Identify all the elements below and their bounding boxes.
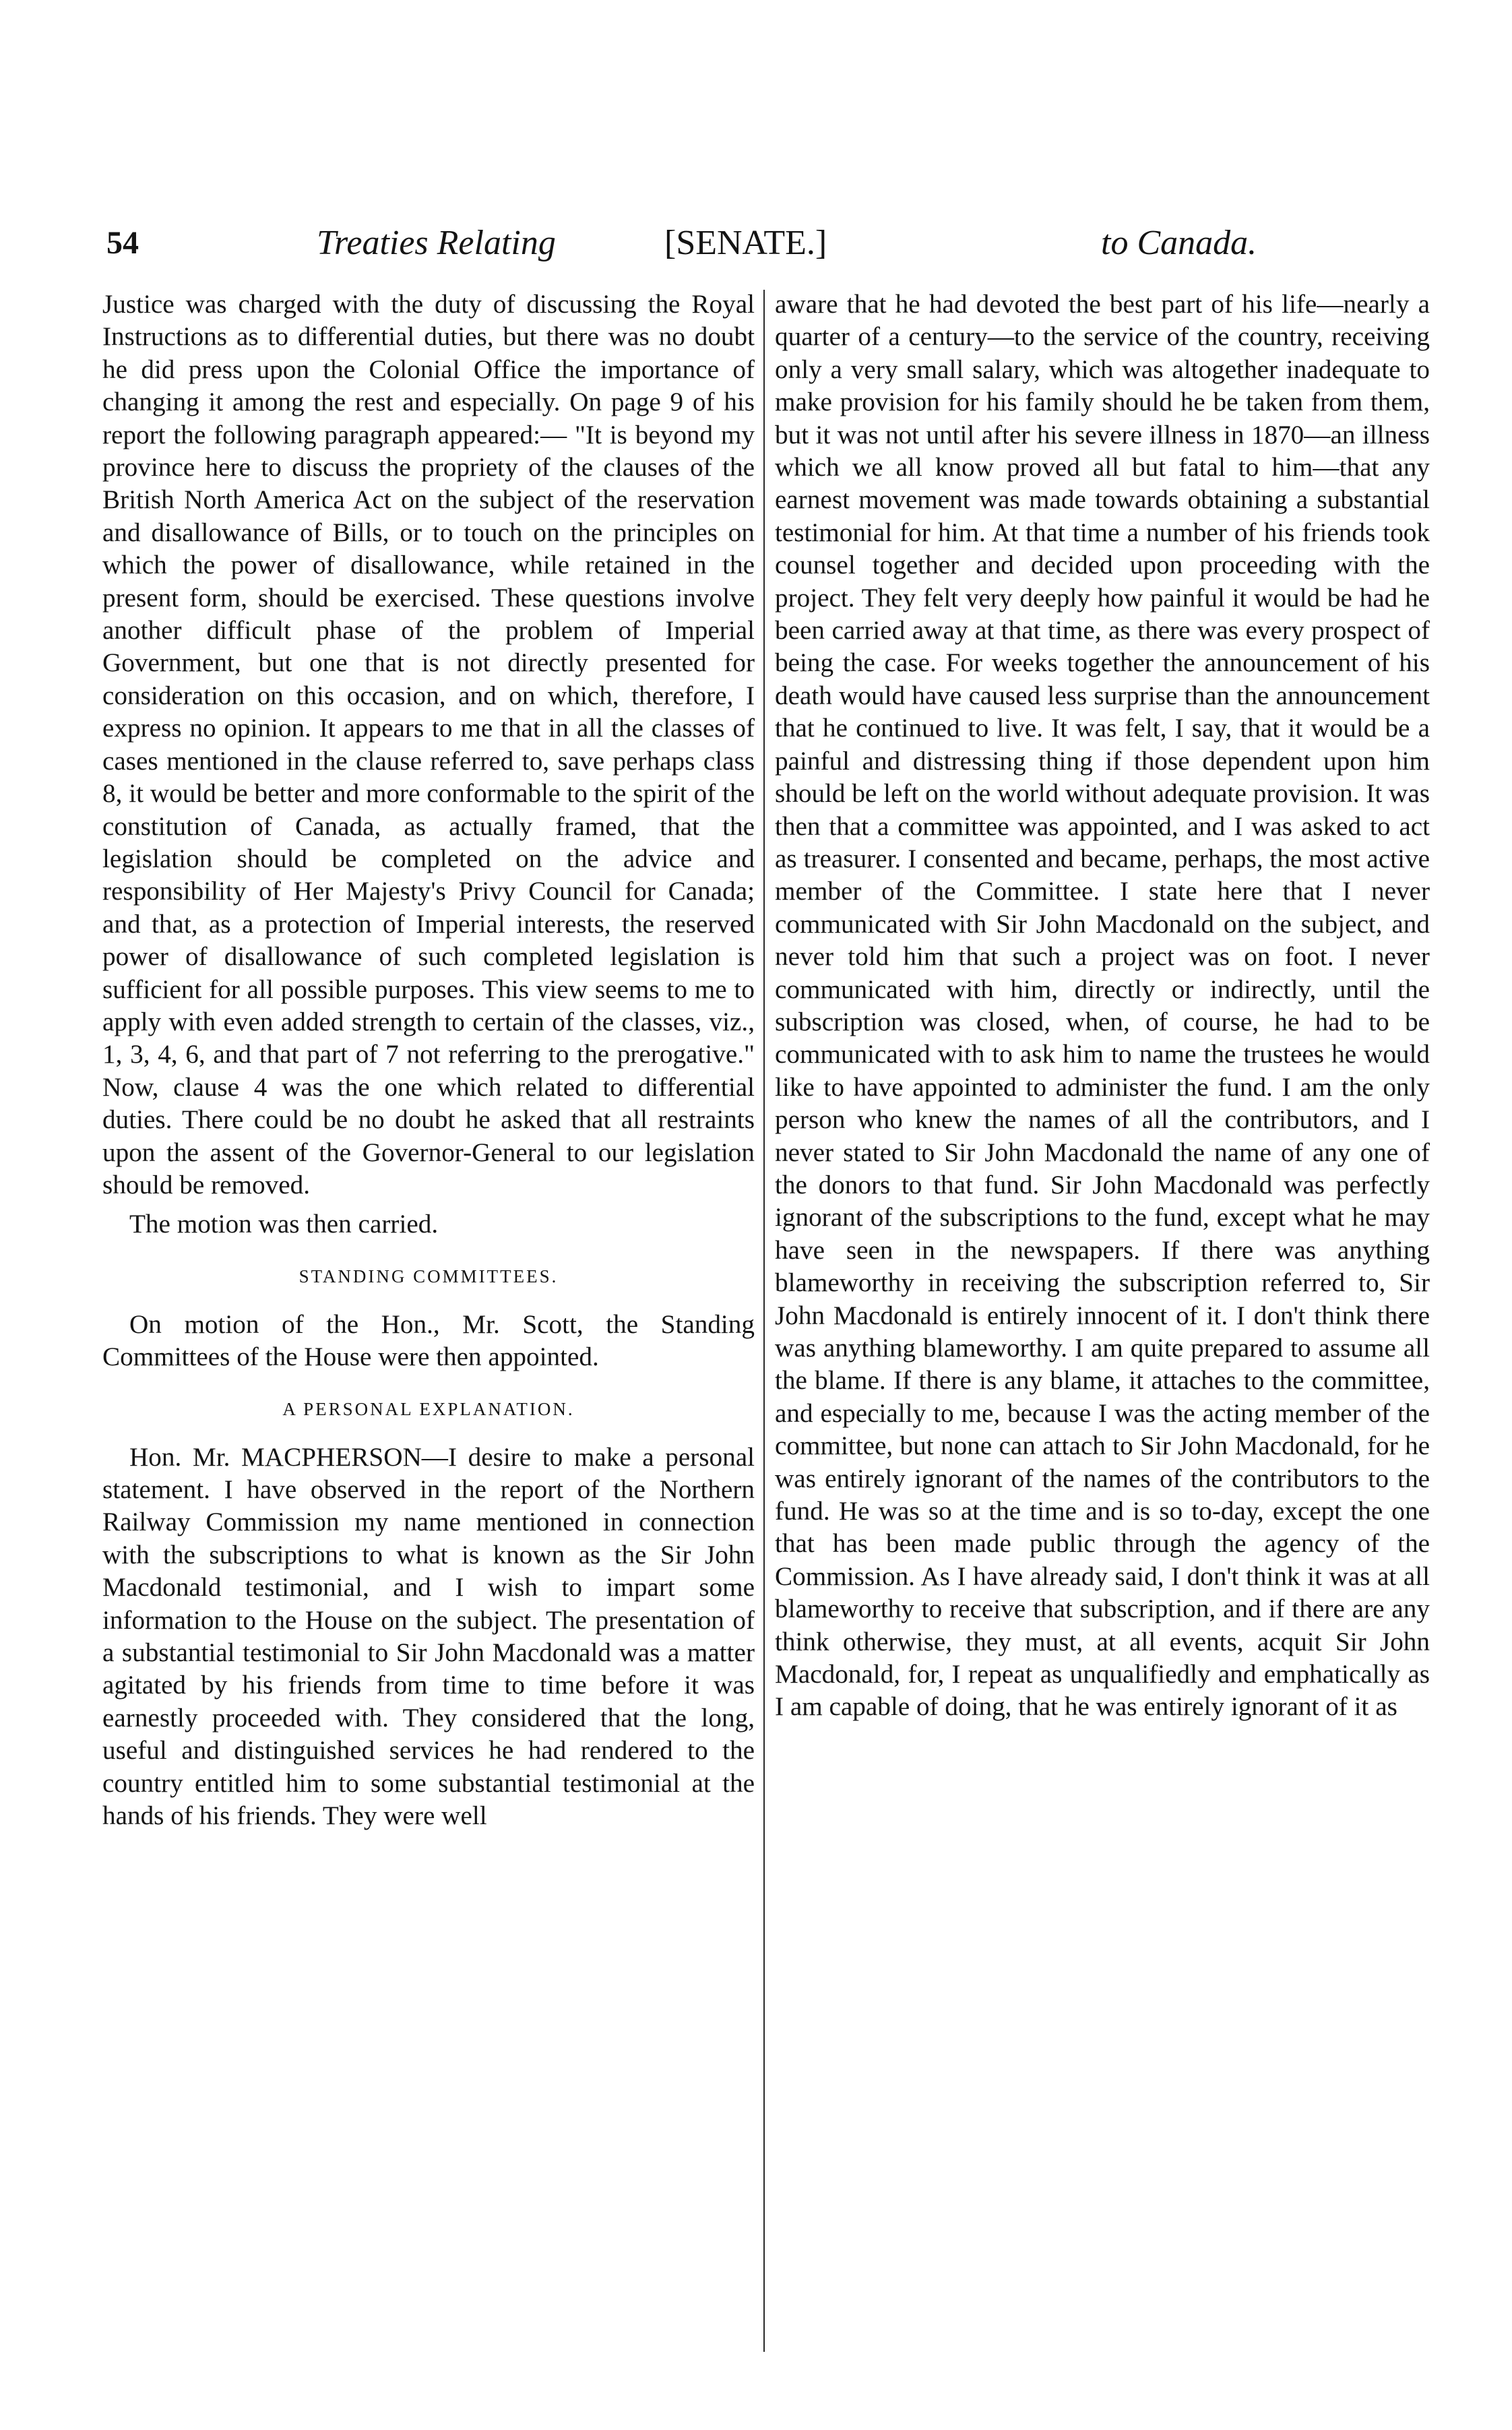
section-heading: A PERSONAL EXPLANATION.: [282, 1398, 575, 1419]
left-column: [102, 288, 755, 2377]
right-column: [775, 288, 1430, 2377]
paragraph: Hon. Mr. MACPHERSON—I desire to make a personal statement. I have observed in the report of the Northern Railway Commission my name mentioned in connection with the subscriptions to what is known as the Sir John Macdonald testimonial, and I wish to impart some information to the House on the subject. The presentation of a substantial testimonial to Sir John Macdonald was a matter agitated by his friends from time to time before it was earnestly proceeded with. They considered that the long, useful and distinguished services he had rendered to the country entitled him to some substantial testimonial at the hands of his friends. They were well: [102, 1442, 755, 1831]
page-header: [100, 213, 1414, 274]
header-title-left: Treaties Relating: [317, 224, 556, 262]
paragraph: aware that he had devoted the best part of his life—nearly a quarter of a century—to the service of the country, receiving only a very small salary, which was altogether inadequate to make provision for his family should he be taken from them, but it was not until after his severe illness in 1870—an illness which we all know proved all but fatal to him—that any earnest movement was made towards obtaining a substantial testimonial for him. At that time a number of his friends took counsel together and decided upon proceeding with the project. They felt very deeply how painful it would be had he been carried away at that time, as there was every prospect of being the case. For weeks together the announcement of his death would have caused less surprise than the announcement that he continued to live. It was felt, I say, that it would be a painful and distressing thing if those dependent upon him should be left on the world without adequate provision. It was then that a committee was appointed, and I was asked to act as treasurer. I consented and became, perhaps, the most active member of the Committee. I state here that I never communicated with Sir John Macdonald on the subject, and never told him that such a project was on foot. I never communicated with him, directly or indirectly, until the subscription was closed, when, of course, he had to be communicated with to ask him to name the trustees he would like to have appointed to administer the fund. I am the only person who knew the names of all the contributors, and I never stated to Sir John Macdonald the name of any one of the donors to that fund. Sir John Macdonald was perfectly ignorant of the subscriptions to the fund, except what he may have seen in the newspapers. If there was anything blameworthy in receiving the subscription referred to, Sir John Macdonald is entirely innocent of it. I don't think there was anything blameworthy. I am quite prepared to assume all the blame. If there is any blame, it attaches to the committee, and especially to me, because I was the acting member of the committee, but none can attach to Sir John Macdonald, for he was entirely ignorant of the names of the contributors to the fund. He was so at the time and is so to-day, except the one that has been made public through the agency of the Commission. As I have already said, I don't think it was at all blameworthy to receive that subscription, and if there are any think otherwise, they must, at all events, acquit Sir John Macdonald, for, I repeat as unqualifiedly and emphatically as I am capable of doing, that he was entirely ignorant of it as: [775, 290, 1430, 1722]
column-divider: [763, 290, 765, 2352]
paragraph: The motion was then carried.: [129, 1210, 439, 1239]
header-title-center: [SENATE.]: [664, 224, 827, 262]
header-title-right: to Canada.: [1101, 224, 1257, 262]
paragraph: Justice was charged with the duty of discussing the Royal Instructions as to differential duties, but there was no doubt he did press upon the Colonial Office the importance of changing it among the rest and especially. On page 9 of his report the following paragraph appeared:— "It is beyond my province here to discuss the propriety of the clauses of the British North America Act on the subject of the reservation and disallowance of Bills, or to touch on the principles on which the power of disallowance, while retained in the present form, should be exercised. These questions involve another difficult phase of the problem of Imperial Government, but one that is not directly presented for consideration on this occasion, and on which, therefore, I express no opinion. It appears to me that in all the classes of cases mentioned in the clause referred to, save perhaps class 8, it would be better and more conformable to the spirit of the constitution of Canada, as actually framed, that the legislation should be completed on the advice and responsibility of Her Majesty's Privy Council for Canada; and that, as a protection of Imperial interests, the reserved power of disallowance of such completed legislation is sufficient for all possible purposes. This view seems to me to apply with even added strength to certain of the classes, viz., 1, 3, 4, 6, and that part of 7 not referring to the prerogative." Now, clause 4 was the one which related to differential duties. There could be no doubt he asked that all restraints upon the assent of the Governor-General to our legislation should be removed.: [102, 290, 755, 1200]
page-number: 54: [106, 225, 139, 261]
section-heading: STANDING COMMITTEES.: [298, 1266, 559, 1286]
paragraph: On motion of the Hon., Mr. Scott, the Standing Committees of the House were then appointed.: [102, 1309, 755, 1372]
